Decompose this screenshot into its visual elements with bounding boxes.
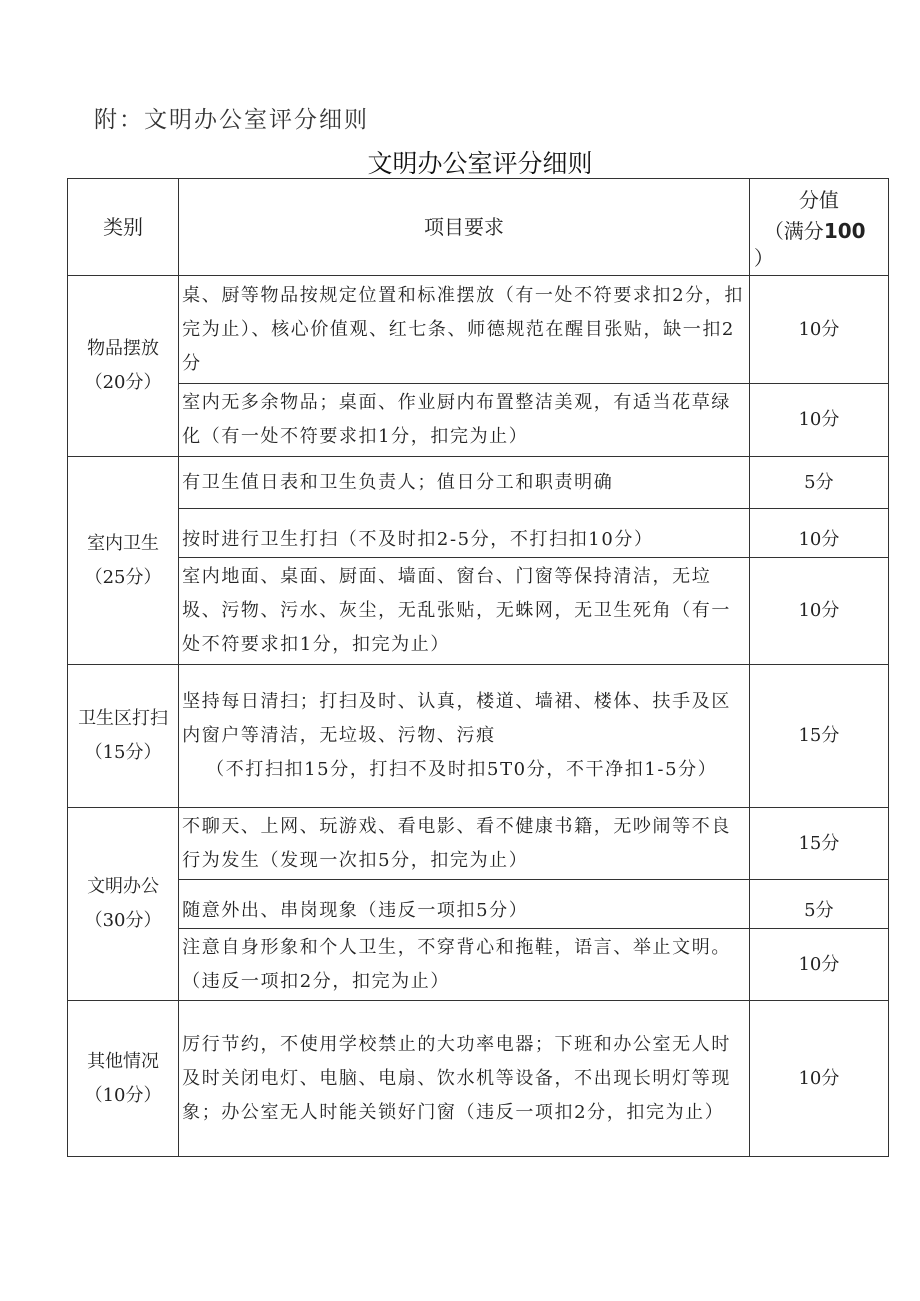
requirement-cell: 注意自身形象和个人卫生，不穿背心和拖鞋，语言、举止文明。（违反一项扣2分，扣完为止） (179, 929, 750, 1001)
requirement-cell: 随意外出、串岗现象（违反一项扣5分） (179, 880, 750, 929)
document-title: 文明办公室评分细则 (367, 149, 593, 178)
requirement-text: 坚持每日清扫；打扫及时、认真，楼道、墙裙、楼体、扶手及区内窗户等清洁，无垃圾、污物、污痕 (182, 691, 731, 746)
requirement-cell: 室内地面、桌面、厨面、墙面、窗台、门窗等保持清洁，无垃圾、污物、污水、灰尘，无乱张贴，无蛛网，无卫生死角（有一处不符要求扣1分，扣完为止） (179, 558, 750, 665)
header-score-line3: ） (753, 246, 774, 270)
attachment-label: 附：文明办公室评分细则 (94, 107, 369, 133)
table-row (68, 1001, 889, 1157)
score-cell: 5分 (749, 457, 888, 509)
header-requirement: 项目要求 (179, 179, 750, 276)
table-row (68, 880, 889, 929)
score-cell: 15分 (749, 665, 888, 808)
score-cell: 15分 (749, 808, 888, 880)
requirement-cell: 有卫生值日表和卫生负责人；值日分工和职责明确 (179, 457, 750, 509)
header-category: 类别 (68, 179, 179, 276)
category-cell: 卫生区打扫（15分） (68, 665, 179, 808)
requirement-cell (179, 665, 750, 808)
header-score (749, 179, 888, 276)
table-row (68, 384, 889, 457)
category-cell: 室内卫生（25分） (68, 457, 179, 665)
table-row (68, 509, 889, 558)
requirement-cell: 桌、厨等物品按规定位置和标准摆放（有一处不符要求扣2分，扣完为止）、核心价值观、红七条、师德规范在醒目张贴，缺一扣2分 (179, 276, 750, 384)
score-cell: 10分 (749, 929, 888, 1001)
header-score-prefix: （满分 (763, 219, 824, 243)
header-score-line1: 分值 (798, 188, 839, 212)
requirement-cell: 室内无多余物品；桌面、作业厨内布置整洁美观，有适当花草绿化（有一处不符要求扣1分，扣完为止） (179, 384, 750, 457)
requirement-cell: 厉行节约，不使用学校禁止的大功率电器；下班和办公室无人时及时关闭电灯、电脑、电扇、饮水机等设备，不出现长明灯等现象；办公室无人时能关锁好门窗（违反一项扣2分，扣完为止） (179, 1001, 750, 1157)
score-cell: 10分 (749, 509, 888, 558)
header-score-number: 100 (823, 219, 866, 243)
header-score-line2 (750, 216, 888, 247)
requirement-note: （不打扫扣15分，打扫不及时扣5T0分，不干净扣1-5分） (206, 759, 718, 780)
table-row (68, 276, 889, 384)
table-row (68, 665, 889, 808)
score-cell: 10分 (749, 1001, 888, 1157)
category-cell: 物品摆放（20分） (68, 276, 179, 457)
score-cell: 10分 (749, 384, 888, 457)
table-row (68, 929, 889, 1001)
table-row (68, 558, 889, 665)
score-cell: 10分 (749, 558, 888, 665)
category-cell: 文明办公（30分） (68, 808, 179, 1001)
category-cell: 其他情况（10分） (68, 1001, 179, 1157)
scoring-table (67, 178, 889, 1157)
score-cell: 5分 (749, 880, 888, 929)
requirement-cell: 不聊天、上网、玩游戏、看电影、看不健康书籍，无吵闹等不良行为发生（发现一次扣5分，扣完为止） (179, 808, 750, 880)
table-row (68, 808, 889, 880)
score-cell: 10分 (749, 276, 888, 384)
requirement-cell: 按时进行卫生打扫（不及时扣2-5分，不打扫扣10分） (179, 509, 750, 558)
table-row (68, 457, 889, 509)
table-header-row (68, 179, 889, 276)
